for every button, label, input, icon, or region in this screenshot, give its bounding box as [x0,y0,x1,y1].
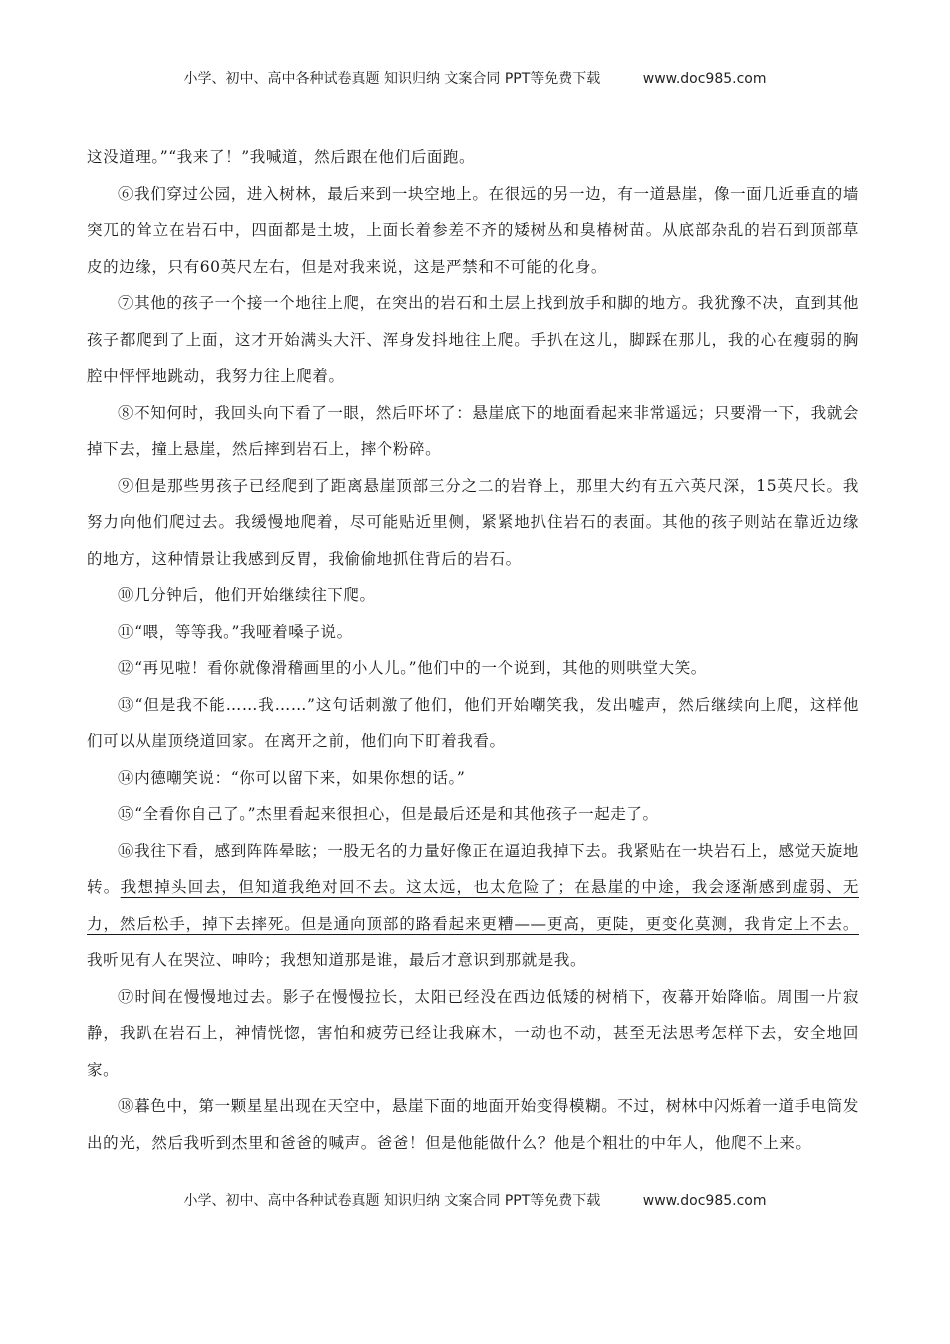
paragraph-15: ⑮“全看你自己了。”杰里看起来很担心，但是最后还是和其他孩子一起走了。 [118,805,659,823]
header-site-link[interactable]: www.doc985.com [642,71,767,87]
paragraph-7: ⑦其他的孩子一个接一个地往上爬，在突出的岩石和土层上找到放手和脚的地方。我犹豫不决，直到其他孩子都爬到了上面，这才开始满头大汗、浑身发抖地往上爬。手扒在这儿，脚踩在那儿，我的心在瘦弱的胸腔中怦怦地跳动，我努力往上爬着。 [87,294,859,385]
header-text: 小学、初中、高中各种试卷真题 知识归纳 文案合同 PPT等免费下载 [183,71,601,87]
paragraph-16 [87,833,859,979]
footer-site-link[interactable]: www.doc985.com [642,1193,767,1209]
paragraph-16-underlined: 我想掉头回去，但知道我绝对回不去。这太远，也太危险了；在悬崖的中途，我会逐渐感到虚弱、无力，然后松手，掉下去摔死。但是通向顶部的路看起来更糟——更高，更陡，更变化莫测，我肯定上不去。 [87,878,860,933]
article-body [87,139,859,1161]
paragraph-16-end: 我听见有人在哭泣、呻吟；我想知道那是谁，最后才意识到那就是我。 [87,951,587,969]
paragraph-6: ⑥我们穿过公园，进入树林，最后来到一块空地上。在很远的另一边，有一道悬崖，像一面几近垂直的墙突兀的耸立在岩石中，四面都是土坡，上面长着参差不齐的矮树丛和臭椿树苗。从底部杂乱的岩石到顶部草皮的边缘，只有60英尺左右，但是对我来说，这是严禁和不可能的化身。 [87,184,859,276]
paragraph-10: ⑩几分钟后，他们开始继续往下爬。 [118,586,376,604]
paragraph-18: ⑱暮色中，第一颗星星出现在天空中，悬崖下面的地面开始变得模糊。不过，树林中闪烁着一道手电筒发出的光，然后我听到杰里和爸爸的喊声。爸爸！但是他能做什么？他是个粗壮的中年人，他爬不上来。 [87,1097,859,1152]
paragraph-17: ⑰时间在慢慢地过去。影子在慢慢拉长，太阳已经没在西边低矮的树梢下，夜幕开始降临。周围一片寂静，我趴在岩石上，神情恍惚，害怕和疲劳已经让我麻木，一动也不动，甚至无法思考怎样下去，安全地回家。 [87,987,859,1079]
page-header [0,68,950,88]
footer-text: 小学、初中、高中各种试卷真题 知识归纳 文案合同 PPT等免费下载 [183,1193,601,1209]
paragraph-14: ⑭内德嘲笑说：“你可以留下来，如果你想的话。” [118,768,466,787]
paragraph-8: ⑧不知何时，我回头向下看了一眼，然后吓坏了：悬崖底下的地面看起来非常遥远；只要滑一下，我就会掉下去，撞上悬崖，然后摔到岩石上，摔个粉碎。 [87,403,859,458]
paragraph-continuation: 这没道理。”“我来了！”我喊道，然后跟在他们后面跑。 [87,148,476,166]
paragraph-11: ⑪“喂，等等我。”我哑着嗓子说。 [118,622,353,641]
page-footer [0,1190,950,1210]
paragraph-12: ⑫“再见啦！看你就像滑稽画里的小人儿。”他们中的一个说到，其他的则哄堂大笑。 [118,659,707,677]
paragraph-13: ⑬“但是我不能……我……”这句话刺激了他们，他们开始嘲笑我，发出嘘声，然后继续向上爬，这样他们可以从崖顶绕道回家。在离开之前，他们向下盯着我看。 [87,695,859,750]
paragraph-16-start: ⑯我往下看，感到阵阵晕眩；一股无名的力量好像正在逼迫我掉下去。我紧贴在一块岩石上，感觉天旋地转。 [87,841,859,896]
paragraph-9: ⑨但是那些男孩子已经爬到了距离悬崖顶部三分之二的岩脊上，那里大约有五六英尺深，15英尺长。我努力向他们爬过去。我缓慢地爬着，尽可能贴近里侧，紧紧地扒住岩石的表面。其他的孩子则站在靠近边缘的地方，这种情景让我感到反胃，我偷偷地抓住背后的岩石。 [87,476,859,568]
